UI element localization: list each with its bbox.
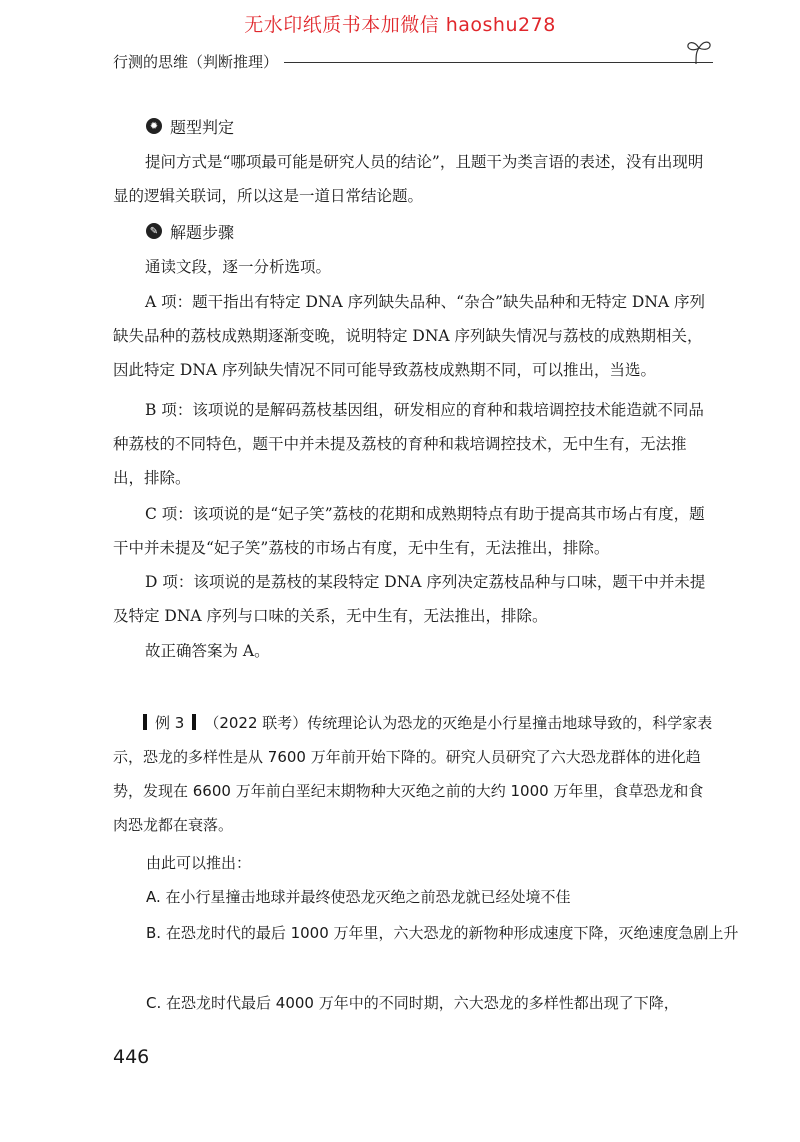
pen-icon: ✎ — [146, 223, 162, 239]
gear-icon: ✹ — [146, 118, 162, 134]
example-bar-right — [192, 714, 196, 730]
example-prompt: 由此可以推出： — [146, 854, 252, 872]
example-bar-left — [143, 714, 147, 730]
section-type-title: 题型判定 — [170, 117, 235, 137]
answer-text: 故正确答案为 A。 — [145, 642, 270, 660]
watermark: 无水印纸质书本加微信 haoshu278 — [244, 14, 556, 36]
analysis-b: B 项：该项说的是解码荔枝基因组，研发相应的育种和栽培调控技术能造就不同品种荔枝的不同特色，题干中并未提及荔枝的育种和栽培调控技术，无中生有，无法推出，排除。 — [113, 401, 704, 487]
page-number: 446 — [113, 1046, 150, 1068]
running-header — [113, 50, 713, 72]
analysis-a: A 项：题干指出有特定 DNA 序列缺失品种、“杂合”缺失品种和无特定 DNA 序列缺失品种的荔枝成熟期逐渐变晚，说明特定 DNA 序列缺失情况与荔枝的成熟期相关，因此特定 DNA 序列缺失情况不同可能导致荔枝成熟期不同，可以推出，当选。 — [113, 293, 706, 379]
option-a: A. 在小行星撞击地球并最终使恐龙灭绝之前恐龙就已经处境不佳 — [146, 888, 571, 906]
option-c: C. 在恐龙时代最后 4000 万年中的不同时期，六大恐龙的多样性都出现了下降， — [146, 994, 679, 1012]
header-title: 行测的思维（判断推理） — [113, 52, 279, 71]
example-label: 例 3 — [155, 714, 185, 732]
analysis-d: D 项：该项说的是荔枝的某段特定 DNA 序列决定荔枝品种与口味，题干中并未提及特定 DNA 序列与口味的关系，无中生有，无法推出，排除。 — [113, 573, 706, 625]
example-question — [113, 706, 713, 842]
section-steps-title: 解题步骤 — [170, 222, 235, 242]
sprout-icon — [684, 36, 714, 66]
example-source: （2022 联考） — [204, 714, 308, 732]
example-text: 传统理论认为恐龙的灭绝是小行星撞击地球导致的，科学家表示，恐龙的多样性是从 7600 万年前开始下降的。研究人员研究了六大恐龙群体的进化趋势，发现在 6600 万年前白垩纪末期物种大灭绝之前的大约 1000 万年里，食草恐龙和食肉恐龙都在衰落。 — [113, 714, 713, 834]
section-steps-heading — [146, 219, 234, 243]
analysis-c: C 项：该项说的是“妃子笑”荔枝的花期和成熟期特点有助于提高其市场占有度，题干中并未提及“妃子笑”荔枝的市场占有度，无中生有，无法推出，排除。 — [113, 505, 705, 557]
header-rule — [284, 62, 713, 63]
steps-intro: 通读文段，逐一分析选项。 — [145, 258, 332, 276]
section-type-heading — [146, 114, 234, 138]
type-paragraph: 提问方式是“哪项最可能是研究人员的结论”，且题干为类言语的表述，没有出现明显的逻辑关联词，所以这是一道日常结论题。 — [113, 153, 704, 205]
option-b: B. 在恐龙时代的最后 1000 万年里，六大恐龙的新物种形成速度下降，灭绝速度急剧上升 — [146, 924, 739, 942]
